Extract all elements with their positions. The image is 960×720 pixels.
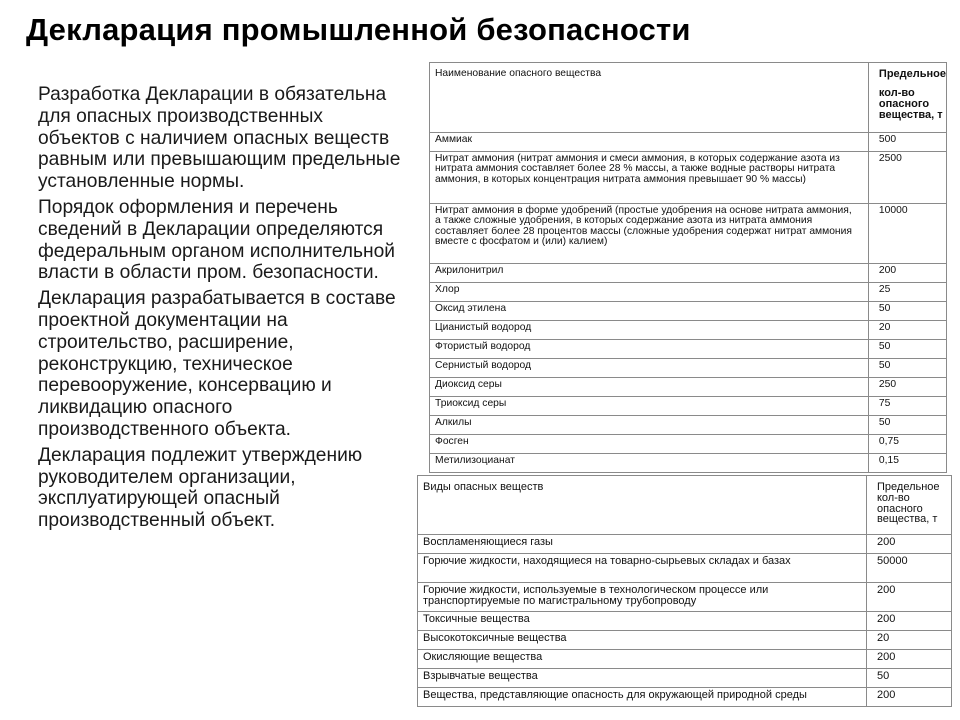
bullet-text: Порядок оформления и перечень сведений в Декларации определяются федеральным органом исполнительной власти в области пром. безопасности. bbox=[38, 196, 395, 284]
table-row bbox=[430, 378, 947, 397]
limit-quantity-cell: 0,15 bbox=[868, 454, 946, 473]
substance-name-cell: Фосген bbox=[430, 435, 869, 454]
hazardous-substances-table bbox=[429, 62, 947, 473]
limit-quantity-cell: 50 bbox=[867, 669, 952, 688]
bullet-text: Декларация подлежит утверждению руководителем организации, эксплуатирующей опасный производственный объект. bbox=[38, 444, 363, 532]
substance-name-cell: Алкилы bbox=[430, 416, 869, 435]
header-limit-quantity: Предельное кол-во опасного вещества, т bbox=[867, 476, 952, 535]
limit-quantity-cell: 25 bbox=[868, 283, 946, 302]
header-category-name: Виды опасных веществ bbox=[418, 476, 867, 535]
bullet-item bbox=[20, 84, 404, 193]
table-header-row bbox=[418, 476, 952, 535]
limit-quantity-cell: 200 bbox=[867, 535, 952, 554]
hazardous-categories-table bbox=[417, 475, 952, 707]
page-title: Декларация промышленной безопасности bbox=[26, 12, 691, 47]
table-row bbox=[430, 340, 947, 359]
table-row bbox=[430, 204, 947, 264]
limit-quantity-cell: 50 bbox=[868, 416, 946, 435]
table-row bbox=[430, 283, 947, 302]
table-row bbox=[430, 435, 947, 454]
header-limit-quantity bbox=[868, 63, 946, 133]
substance-name-cell: Аммиак bbox=[430, 133, 869, 152]
substance-name-cell: Цианистый водород bbox=[430, 321, 869, 340]
substance-name-cell: Хлор bbox=[430, 283, 869, 302]
limit-quantity-cell: 50 bbox=[868, 340, 946, 359]
table-row bbox=[418, 688, 952, 707]
limit-quantity-cell: 250 bbox=[868, 378, 946, 397]
substance-name-cell: Сернистый водород bbox=[430, 359, 869, 378]
limit-quantity-cell: 2500 bbox=[868, 152, 946, 204]
limit-quantity-cell: 75 bbox=[868, 397, 946, 416]
category-name-cell: Окисляющие вещества bbox=[418, 650, 867, 669]
category-name-cell: Токсичные вещества bbox=[418, 612, 867, 631]
bullet-item bbox=[20, 288, 404, 441]
table-row bbox=[418, 669, 952, 688]
substance-name-cell: Оксид этилена bbox=[430, 302, 869, 321]
limit-quantity-cell: 200 bbox=[867, 688, 952, 707]
bullet-text: Разработка Декларации в обязательна для опасных производственных объектов с наличием опасных веществ равным или превышающим предельные установленные нормы. bbox=[38, 84, 401, 193]
table-row bbox=[430, 133, 947, 152]
limit-quantity-cell: 0,75 bbox=[868, 435, 946, 454]
limit-quantity-cell: 200 bbox=[868, 264, 946, 283]
table-row bbox=[430, 397, 947, 416]
substance-name-cell: Нитрат аммония (нитрат аммония и смеси аммония, в которых содержание азота из нитрата аммония составляет более 28 % массы, а также водные растворы нитрата аммония, в которых концентрация нитрата аммония превышает 90 % массы) bbox=[430, 152, 869, 204]
bullet-list bbox=[20, 84, 404, 536]
table-row bbox=[418, 650, 952, 669]
substance-name-cell: Диоксид серы bbox=[430, 378, 869, 397]
limit-quantity-cell: 200 bbox=[867, 612, 952, 631]
header-limit-line2: кол-во опасного вещества, т bbox=[878, 87, 943, 121]
header-substance-name: Наименование опасного вещества bbox=[430, 63, 869, 133]
table-header-row bbox=[430, 63, 947, 133]
bullet-item bbox=[20, 445, 404, 532]
category-name-cell: Высокотоксичные вещества bbox=[418, 631, 867, 650]
limit-quantity-cell: 50 bbox=[868, 302, 946, 321]
substance-name-cell: Метилизоцианат bbox=[430, 454, 869, 473]
limit-quantity-cell: 500 bbox=[868, 133, 946, 152]
limit-quantity-cell: 10000 bbox=[868, 204, 946, 264]
table-row bbox=[430, 359, 947, 378]
limit-quantity-cell: 200 bbox=[867, 650, 952, 669]
category-name-cell: Воспламеняющиеся газы bbox=[418, 535, 867, 554]
substance-name-cell: Фтористый водород bbox=[430, 340, 869, 359]
category-name-cell: Горючие жидкости, находящиеся на товарно-сырьевых складах и базах bbox=[418, 554, 867, 583]
bullet-item bbox=[20, 197, 404, 284]
bullet-text: Декларация разрабатывается в составе проектной документации на строительство, расширение, реконструкцию, техническое перевооружение, консервацию и ликвидацию опасного производственного объекта. bbox=[38, 288, 396, 440]
table-row bbox=[430, 302, 947, 321]
table-row bbox=[418, 612, 952, 631]
table-row bbox=[430, 416, 947, 435]
substance-name-cell: Нитрат аммония в форме удобрений (простые удобрения на основе нитрата аммония, а также сложные удобрения, в которых содержание азота из нитрата аммония составляет более 28 процентов массы (сложные удобрения содержат нитрат аммония вместе с фосфатом и (или) калием) bbox=[430, 204, 869, 264]
table-row bbox=[430, 264, 947, 283]
limit-quantity-cell: 50 bbox=[868, 359, 946, 378]
table-row bbox=[430, 152, 947, 204]
substance-name-cell: Акрилонитрил bbox=[430, 264, 869, 283]
table-row bbox=[418, 631, 952, 650]
table-row bbox=[418, 583, 952, 612]
limit-quantity-cell: 20 bbox=[867, 631, 952, 650]
category-name-cell: Взрывчатые вещества bbox=[418, 669, 867, 688]
table-row bbox=[418, 554, 952, 583]
table-row bbox=[430, 321, 947, 340]
category-name-cell: Вещества, представляющие опасность для окружающей природной среды bbox=[418, 688, 867, 707]
limit-quantity-cell: 50000 bbox=[867, 554, 952, 583]
limit-quantity-cell: 200 bbox=[867, 583, 952, 612]
substance-name-cell: Триоксид серы bbox=[430, 397, 869, 416]
table-row bbox=[418, 535, 952, 554]
limit-quantity-cell: 20 bbox=[868, 321, 946, 340]
category-name-cell: Горючие жидкости, используемые в технологическом процессе или транспортируемые по магистральному трубопроводу bbox=[418, 583, 867, 612]
table-row bbox=[430, 454, 947, 473]
header-limit-line1: Предельное bbox=[878, 68, 946, 80]
